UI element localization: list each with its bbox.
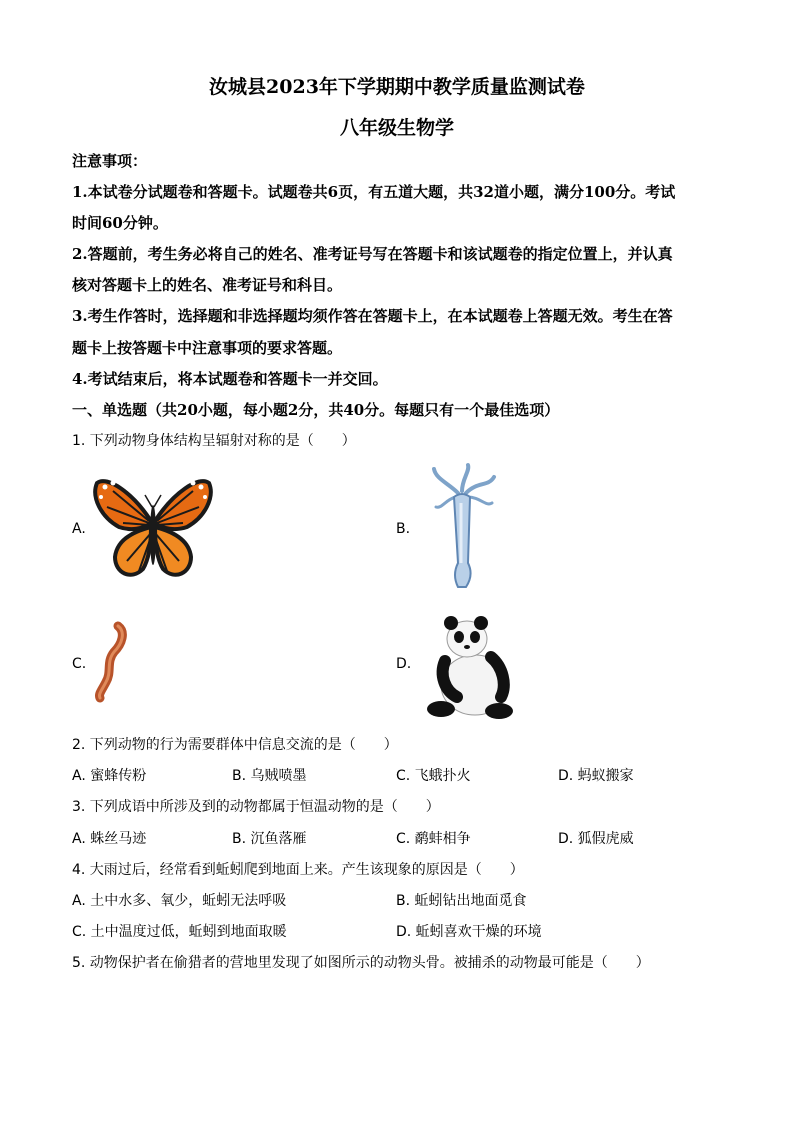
question-1-stem: 1. 下列动物身体结构呈辐射对称的是（ ） [72, 433, 356, 449]
q2-option-b: B. 乌贼喷墨 [232, 768, 307, 784]
q4-option-d: D. 蚯蚓喜欢干燥的环境 [396, 924, 542, 940]
notes-line: 4.考试结束后，将本试题卷和答题卡一并交回。 [72, 370, 388, 388]
exam-title: 汝城县2023年下学期期中教学质量监测试卷 [209, 76, 585, 98]
section-heading: 一、单选题（共20小题，每小题2分，共40分。每题只有一个最佳选项） [72, 401, 560, 419]
earthworm-image [92, 622, 134, 700]
notes-line: 核对答题卡上的姓名、准考证号和科目。 [72, 276, 343, 294]
q4-option-a: A. 土中水多、氧少，蚯蚓无法呼吸 [72, 893, 287, 909]
q1-option-c-label: C. [72, 656, 87, 672]
q1-option-d-label: D. [396, 656, 412, 672]
question-3-stem: 3. 下列成语中所涉及到的动物都属于恒温动物的是（ ） [72, 799, 440, 815]
q2-option-d: D. 蚂蚁搬家 [558, 768, 634, 784]
q3-option-b: B. 沉鱼落雁 [232, 831, 307, 847]
question-5-stem: 5. 动物保护者在偷猎者的营地里发现了如图所示的动物头骨。被捕杀的动物最可能是（ ） [72, 955, 650, 971]
notes-line: 题卡上按答题卡中注意事项的要求答题。 [72, 339, 343, 357]
hydra-image [428, 463, 500, 593]
q2-option-c: C. 飞蛾扑火 [396, 768, 471, 784]
notes-line: 1.本试卷分试题卷和答题卡。试题卷共6页，有五道大题，共32道小题，满分100分。考试 [72, 183, 676, 201]
notes-line: 时间60分钟。 [72, 214, 168, 232]
q1-option-b-label: B. [396, 521, 411, 537]
q1-option-a-label: A. [72, 521, 86, 537]
question-4-stem: 4. 大雨过后，经常看到蚯蚓爬到地面上来。产生该现象的原因是（ ） [72, 862, 524, 878]
exam-subtitle: 八年级生物学 [339, 117, 454, 139]
butterfly-image [93, 473, 213, 585]
notes-line: 3.考生作答时，选择题和非选择题均须作答在答题卡上，在本试题卷上答题无效。考生在答 [72, 307, 673, 325]
q4-option-b: B. 蚯蚓钻出地面觅食 [396, 893, 527, 909]
question-2-stem: 2. 下列动物的行为需要群体中信息交流的是（ ） [72, 737, 398, 753]
q3-option-c: C. 鹬蚌相争 [396, 831, 471, 847]
q2-option-a: A. 蜜蜂传粉 [72, 768, 147, 784]
q3-option-d: D. 狐假虎威 [558, 831, 634, 847]
q3-option-a: A. 蛛丝马迹 [72, 831, 147, 847]
notes-line: 2.答题前，考生务必将自己的姓名、准考证号写在答题卡和该试题卷的指定位置上，并认真 [72, 245, 673, 263]
q4-option-c: C. 土中温度过低，蚯蚓到地面取暖 [72, 924, 287, 940]
panda-image [423, 605, 523, 723]
notes-heading: 注意事项： [72, 152, 148, 170]
